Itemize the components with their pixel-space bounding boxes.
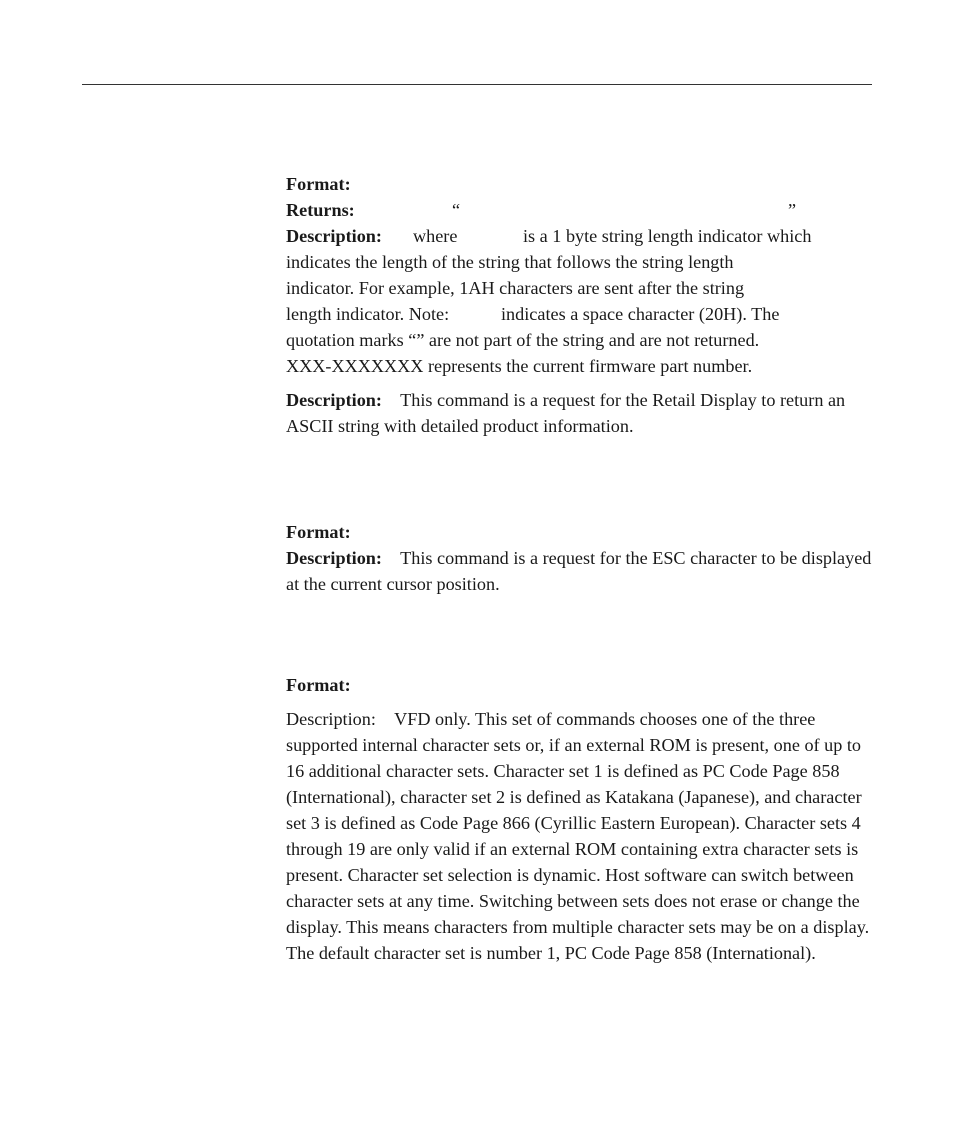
description-length-indicator: is a 1 byte string length indicator which (523, 226, 812, 246)
description-text: This command is a request for the ESC character to be displayed at the current cursor position. (286, 548, 872, 594)
description-label: Description: (286, 226, 382, 246)
description-note: length indicator. Note: (286, 304, 450, 324)
section-esc-character (286, 519, 876, 597)
description-line-5: quotation marks “” are not part of the string and are not returned. (286, 330, 760, 350)
description-label: Description: (286, 709, 376, 729)
description-label: Description: (286, 548, 382, 568)
description-label: Description: (286, 390, 382, 410)
description-line-2: indicates the length of the string that follows the string length (286, 252, 734, 272)
description-paragraph-2 (286, 387, 876, 439)
description-where: where (413, 226, 458, 246)
description-line-6: XXX-XXXXXXX represents the current firmware part number. (286, 356, 753, 376)
description-text: VFD only. This set of commands chooses one of the three supported internal character sets or, if an external ROM is present, one of up to 16 additional character sets. Character set 1 is defined as PC Code Page 858 (International), character set 2 is defined as Katakana (Japanese), and character set 3 is defined as Code Page 866 (Cyrillic Eastern European). Character sets 4 through 19 are only valid if an external ROM containing extra character sets is present. Character set selection is dynamic. Host software can switch between character sets at any time. Switching between sets does not erase or change the display. This means characters from multiple character sets may be on a display. The default character set is number 1, PC Code Page 858 (International). (286, 709, 870, 963)
description-line-1 (286, 223, 876, 249)
description-paragraph (286, 545, 876, 597)
description-line-3: indicator. For example, 1AH characters are sent after the string (286, 278, 745, 298)
returns-close-quote: ” (788, 200, 797, 220)
format-label: Format: (286, 675, 351, 695)
header-rule (82, 84, 872, 85)
description-text: This command is a request for the Retail Display to return an ASCII string with detailed product information. (286, 390, 846, 436)
description-line-4 (286, 301, 876, 327)
returns-line (286, 197, 876, 223)
returns-open-quote: “ (452, 200, 461, 220)
format-label: Format: (286, 174, 351, 194)
returns-label: Returns: (286, 200, 355, 220)
section-character-sets (286, 672, 876, 966)
section-product-info (286, 171, 876, 439)
description-space-char: indicates a space character (20H). The (501, 304, 780, 324)
description-paragraph (286, 706, 876, 966)
format-label: Format: (286, 522, 351, 542)
